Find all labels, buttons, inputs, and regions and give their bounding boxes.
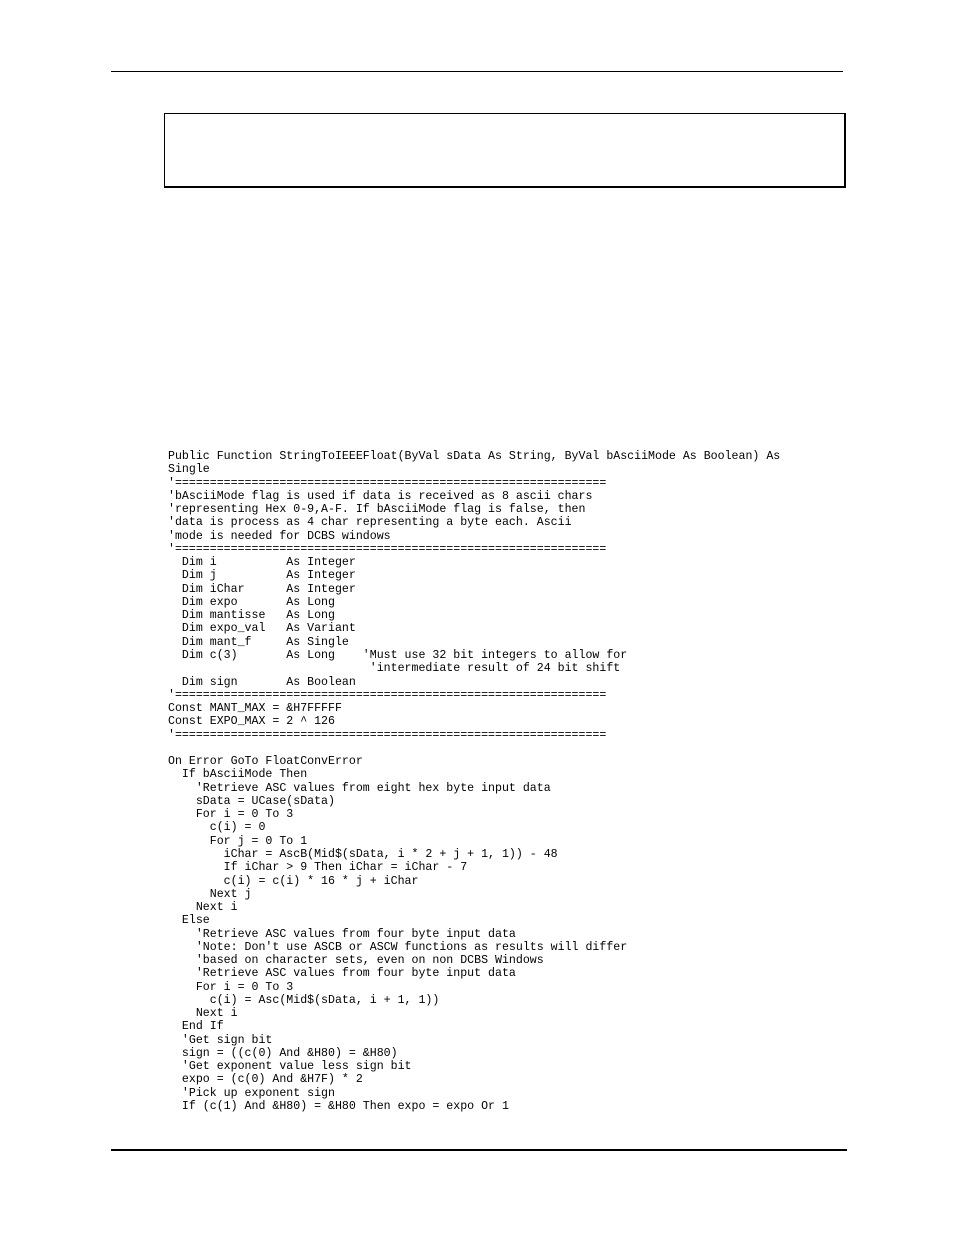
code-line: 'Retrieve ASC values from four byte input data bbox=[168, 967, 516, 981]
code-line: c(i) = Asc(Mid$(sData, i + 1, 1)) bbox=[168, 993, 440, 1007]
code-line: If iChar > 9 Then iChar = iChar - 7 bbox=[168, 861, 468, 875]
code-line: Dim iChar As Integer bbox=[168, 582, 356, 596]
code-line: 'based on character sets, even on non DCBS Windows bbox=[168, 954, 544, 968]
code-line: 'Pick up exponent sign bbox=[168, 1086, 335, 1100]
code-line: 'Retrieve ASC values from eight hex byte input data bbox=[168, 781, 551, 795]
code-line: Else bbox=[168, 914, 210, 928]
code-line: '============================================================== bbox=[168, 688, 607, 702]
code-line: Dim sign As Boolean bbox=[168, 675, 356, 689]
code-line: 'intermediate result of 24 bit shift bbox=[168, 662, 621, 676]
code-line: 'Note: Don't use ASCB or ASCW functions as results will differ bbox=[168, 940, 628, 954]
code-line: For i = 0 To 3 bbox=[168, 808, 294, 822]
code-line: Dim i As Integer bbox=[168, 556, 356, 570]
code-line: 'Retrieve ASC values from four byte input data bbox=[168, 927, 516, 941]
code-line: expo = (c(0) And &H7F) * 2 bbox=[168, 1073, 363, 1087]
code-line: Const EXPO_MAX = 2 ^ 126 bbox=[168, 715, 335, 729]
code-line: Const MANT_MAX = &H7FFFFF bbox=[168, 702, 342, 716]
code-line: End If bbox=[168, 1020, 224, 1034]
code-line: Public Function StringToIEEEFloat(ByVal sData As String, ByVal bAsciiMode As Boolean) As bbox=[168, 450, 781, 463]
code-line: 'data is process as 4 char representing a byte each. Ascii bbox=[168, 516, 572, 530]
code-line: '============================================================== bbox=[168, 542, 607, 556]
code-line: c(i) = c(i) * 16 * j + iChar bbox=[168, 874, 419, 888]
code-line: Next i bbox=[168, 1007, 238, 1021]
code-line: If (c(1) And &H80) = &H80 Then expo = expo Or 1 bbox=[168, 1100, 509, 1114]
code-line: Single bbox=[168, 463, 210, 477]
code-line: 'Get exponent value less sign bit bbox=[168, 1060, 412, 1074]
code-listing bbox=[168, 450, 780, 1113]
code-line: sData = UCase(sData) bbox=[168, 794, 335, 808]
code-line: For j = 0 To 1 bbox=[168, 834, 308, 848]
code-line: 'representing Hex 0-9,A-F. If bAsciiMode flag is false, then bbox=[168, 503, 586, 517]
code-line: iChar = AscB(Mid$(sData, i * 2 + j + 1, 1)) - 48 bbox=[168, 847, 558, 861]
code-line: For i = 0 To 3 bbox=[168, 980, 294, 994]
code-line: Dim c(3) As Long 'Must use 32 bit integers to allow for bbox=[168, 648, 628, 662]
code-line: '============================================================== bbox=[168, 476, 607, 490]
code-line: If bAsciiMode Then bbox=[168, 768, 308, 782]
code-line: c(i) = 0 bbox=[168, 821, 266, 835]
code-line: 'Get sign bit bbox=[168, 1033, 273, 1047]
code-line: Next i bbox=[168, 901, 238, 915]
code-line: 'bAsciiMode flag is used if data is received as 8 ascii chars bbox=[168, 489, 593, 503]
code-line bbox=[168, 742, 780, 755]
code-line: On Error GoTo FloatConvError bbox=[168, 755, 363, 769]
code-line: Dim mantisse As Long bbox=[168, 609, 335, 623]
code-line: '============================================================== bbox=[168, 728, 607, 742]
code-line: Dim mant_f As Single bbox=[168, 635, 349, 649]
header-rule bbox=[111, 71, 843, 72]
footer-rule bbox=[111, 1149, 847, 1151]
code-line: sign = ((c(0) And &H80) = &H80) bbox=[168, 1046, 398, 1060]
code-line: Dim expo As Long bbox=[168, 595, 335, 609]
note-box bbox=[164, 113, 846, 188]
code-line: Dim expo_val As Variant bbox=[168, 622, 356, 636]
code-line: 'mode is needed for DCBS windows bbox=[168, 529, 391, 543]
code-line: Dim j As Integer bbox=[168, 569, 356, 583]
code-line: Next j bbox=[168, 887, 252, 901]
